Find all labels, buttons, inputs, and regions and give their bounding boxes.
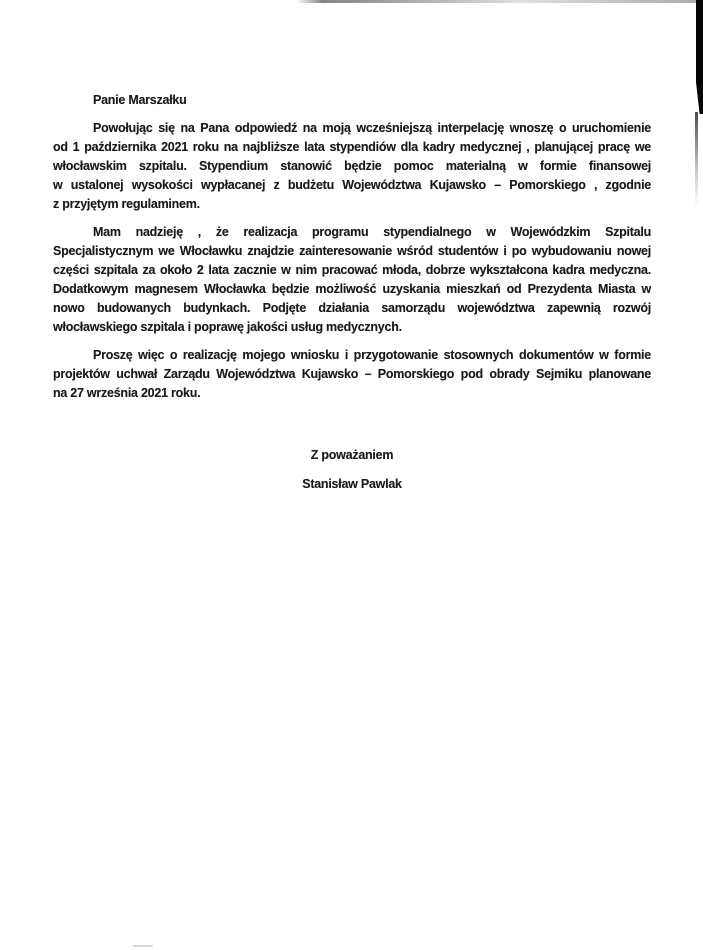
letter-line: Proszę więc o realizację mojego wniosku i przygotowanie stosownych dokumentów w formie <box>93 348 651 362</box>
scan-artifact-right-edge <box>696 0 703 114</box>
signature-block <box>53 446 651 494</box>
salutation: Panie Marszałku <box>93 93 187 107</box>
letter-line: Specjalistycznym we Włocławku znajdzie zainteresowanie wśród studentów i po wybudowaniu nowej <box>53 244 651 258</box>
letter-line: Powołując się na Pana odpowiedź na moją wcześniejszą interpelację wnoszę o uruchomienie <box>93 121 651 135</box>
letter-line: z przyjętym regulaminem. <box>53 197 200 211</box>
letter-line: Mam nadzieję , że realizacja programu stypendialnego w Wojewódzkim Szpitalu <box>93 225 651 239</box>
paragraph-2 <box>53 223 651 337</box>
letter-line: włocławskim szpitalu. Stypendium stanowić będzie pomoc materialną w formie finansowej <box>53 159 651 173</box>
scan-artifact-top-edge <box>298 0 703 3</box>
scan-artifact-bottom-mark <box>133 945 153 947</box>
letter-line: nowo budowanych budynkach. Podjęte działania samorządu województwa zapewnią rozwój <box>53 301 651 315</box>
letter-line: na 27 września 2021 roku. <box>53 386 201 400</box>
scan-artifact-right-edge-tail <box>695 112 698 207</box>
closing-phrase: Z poważaniem <box>310 448 394 462</box>
letter-line: Dodatkowym magnesem Włocławka będzie możliwość uzyskania mieszkań od Prezydenta Miasta w <box>53 282 651 296</box>
letter-content <box>53 91 651 494</box>
paragraph-1 <box>53 119 651 214</box>
letter-line: części szpitala za około 2 lata zacznie w nim pracować młoda, dobrze wykształcona kadra medyczna. <box>53 263 651 277</box>
paragraph-3 <box>53 346 651 403</box>
letter-line: projektów uchwał Zarządu Województwa Kujawsko – Pomorskiego pod obrady Sejmiku planowane <box>53 367 651 381</box>
letter-line: w ustalonej wysokości wypłacanej z budżetu Województwa Kujawsko – Pomorskiego , zgodnie <box>53 178 651 192</box>
letter-line: od 1 października 2021 roku na najbliższe lata stypendiów dla kadry medycznej , planującej pracę we <box>53 140 651 154</box>
signature-name: Stanisław Pawlak <box>302 477 402 491</box>
letter-line: włocławskiego szpitala i poprawę jakości usług medycznych. <box>53 320 402 334</box>
